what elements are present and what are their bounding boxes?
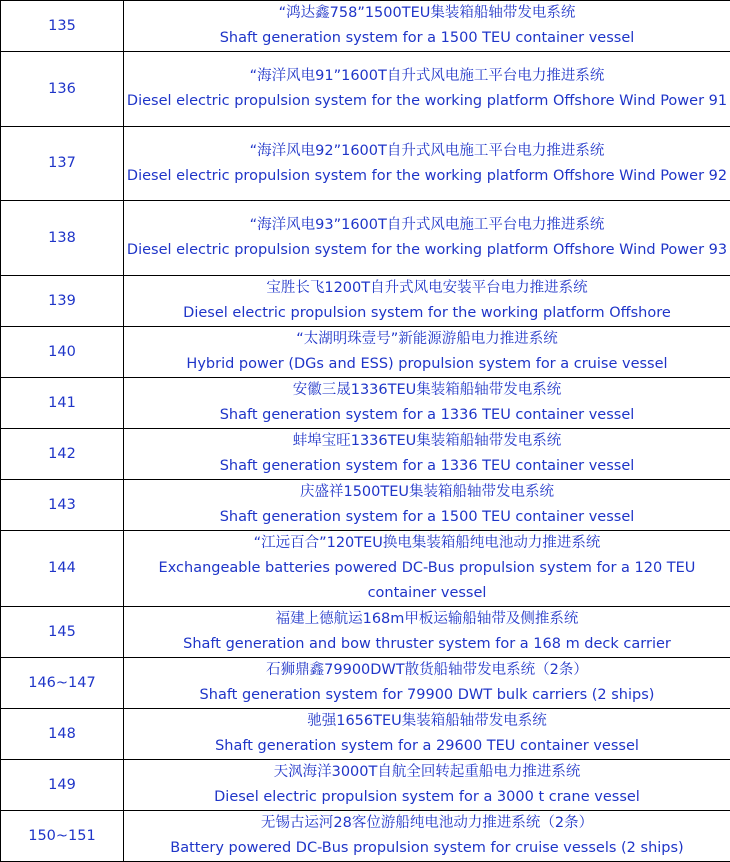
table-row: [1, 658, 730, 709]
row-number: 150~151: [1, 811, 124, 862]
project-name-english: Diesel electric propulsion system for the working platform Offshore: [124, 301, 730, 326]
table-row: [1, 709, 730, 760]
row-number: 135: [1, 1, 124, 52]
project-description: [124, 52, 730, 127]
row-number: 148: [1, 709, 124, 760]
project-name-chinese: “海洋风电91”1600T自升式风电施工平台电力推进系统: [124, 64, 730, 89]
project-description: [124, 429, 730, 480]
row-number: 149: [1, 760, 124, 811]
project-name-chinese: 安徽三晟1336TEU集装箱船轴带发电系统: [124, 378, 730, 403]
table-row: [1, 201, 730, 276]
project-description: [124, 276, 730, 327]
project-name-chinese: 石狮鼎鑫79900DWT散货船轴带发电系统（2条）: [124, 658, 730, 683]
project-name-chinese: “海洋风电93”1600T自升式风电施工平台电力推进系统: [124, 213, 730, 238]
table-row: [1, 811, 730, 862]
project-name-chinese: “鸿达鑫758”1500TEU集装箱船轴带发电系统: [124, 1, 730, 26]
row-number: 138: [1, 201, 124, 276]
table-row: [1, 429, 730, 480]
project-description: [124, 760, 730, 811]
project-description: [124, 607, 730, 658]
project-name-english: Shaft generation system for a 1336 TEU container vessel: [124, 454, 730, 479]
project-name-chinese: 蚌埠宝旺1336TEU集装箱船轴带发电系统: [124, 429, 730, 454]
project-name-chinese: 宝胜长飞1200T自升式风电安装平台电力推进系统: [124, 276, 730, 301]
project-name-chinese: “海洋风电92”1600T自升式风电施工平台电力推进系统: [124, 139, 730, 164]
table-row: [1, 531, 730, 607]
row-number: 136: [1, 52, 124, 127]
project-name-chinese: 驰强1656TEU集装箱船轴带发电系统: [124, 709, 730, 734]
row-number: 139: [1, 276, 124, 327]
project-name-english: Diesel electric propulsion system for the working platform Offshore Wind Power 92: [124, 164, 730, 189]
project-description: [124, 1, 730, 52]
project-name-chinese: 无锡古运河28客位游船纯电池动力推进系统（2条）: [124, 811, 730, 836]
table-row: [1, 378, 730, 429]
table-row: [1, 1, 730, 52]
project-name-english: Shaft generation system for a 1500 TEU container vessel: [124, 26, 730, 51]
project-description: [124, 811, 730, 862]
project-description: [124, 709, 730, 760]
project-description: [124, 127, 730, 201]
project-name-chinese: 天沨海洋3000T自航全回转起重船电力推进系统: [124, 760, 730, 785]
table-row: [1, 327, 730, 378]
row-number: 137: [1, 127, 124, 201]
project-name-chinese: 庆盛祥1500TEU集装箱船轴带发电系统: [124, 480, 730, 505]
table-row: [1, 276, 730, 327]
row-number: 140: [1, 327, 124, 378]
project-description: [124, 327, 730, 378]
project-name-chinese: “江远百合”120TEU换电集装箱船纯电池动力推进系统: [124, 531, 730, 556]
table-row: [1, 760, 730, 811]
project-name-english: Shaft generation system for a 1500 TEU container vessel: [124, 505, 730, 530]
project-description: [124, 378, 730, 429]
project-name-english: Shaft generation system for 79900 DWT bulk carriers (2 ships): [124, 683, 730, 708]
project-description: [124, 531, 730, 607]
row-number: 142: [1, 429, 124, 480]
table-row: [1, 52, 730, 127]
project-name-english: Battery powered DC-Bus propulsion system for cruise vessels (2 ships): [124, 836, 730, 861]
project-description: [124, 201, 730, 276]
project-name-english: Exchangeable batteries powered DC-Bus propulsion system for a 120 TEU container vessel: [124, 556, 730, 606]
row-number: 143: [1, 480, 124, 531]
row-number: 146~147: [1, 658, 124, 709]
row-number: 141: [1, 378, 124, 429]
table-row: [1, 127, 730, 201]
table-row: [1, 607, 730, 658]
project-name-english: Diesel electric propulsion system for the working platform Offshore Wind Power 93: [124, 238, 730, 263]
project-description: [124, 480, 730, 531]
project-name-english: Diesel electric propulsion system for a 3000 t crane vessel: [124, 785, 730, 810]
project-description: [124, 658, 730, 709]
project-name-english: Shaft generation system for a 1336 TEU container vessel: [124, 403, 730, 428]
row-number: 144: [1, 531, 124, 607]
project-name-english: Shaft generation and bow thruster system for a 168 m deck carrier: [124, 632, 730, 657]
project-name-english: Hybrid power (DGs and ESS) propulsion system for a cruise vessel: [124, 352, 730, 377]
project-name-english: Shaft generation system for a 29600 TEU container vessel: [124, 734, 730, 759]
table-row: [1, 480, 730, 531]
project-name-chinese: “太湖明珠壹号”新能源游船电力推进系统: [124, 327, 730, 352]
project-name-chinese: 福建上德航运168m甲板运输船轴带及侧推系统: [124, 607, 730, 632]
project-name-english: Diesel electric propulsion system for the working platform Offshore Wind Power 91: [124, 89, 730, 114]
row-number: 145: [1, 607, 124, 658]
